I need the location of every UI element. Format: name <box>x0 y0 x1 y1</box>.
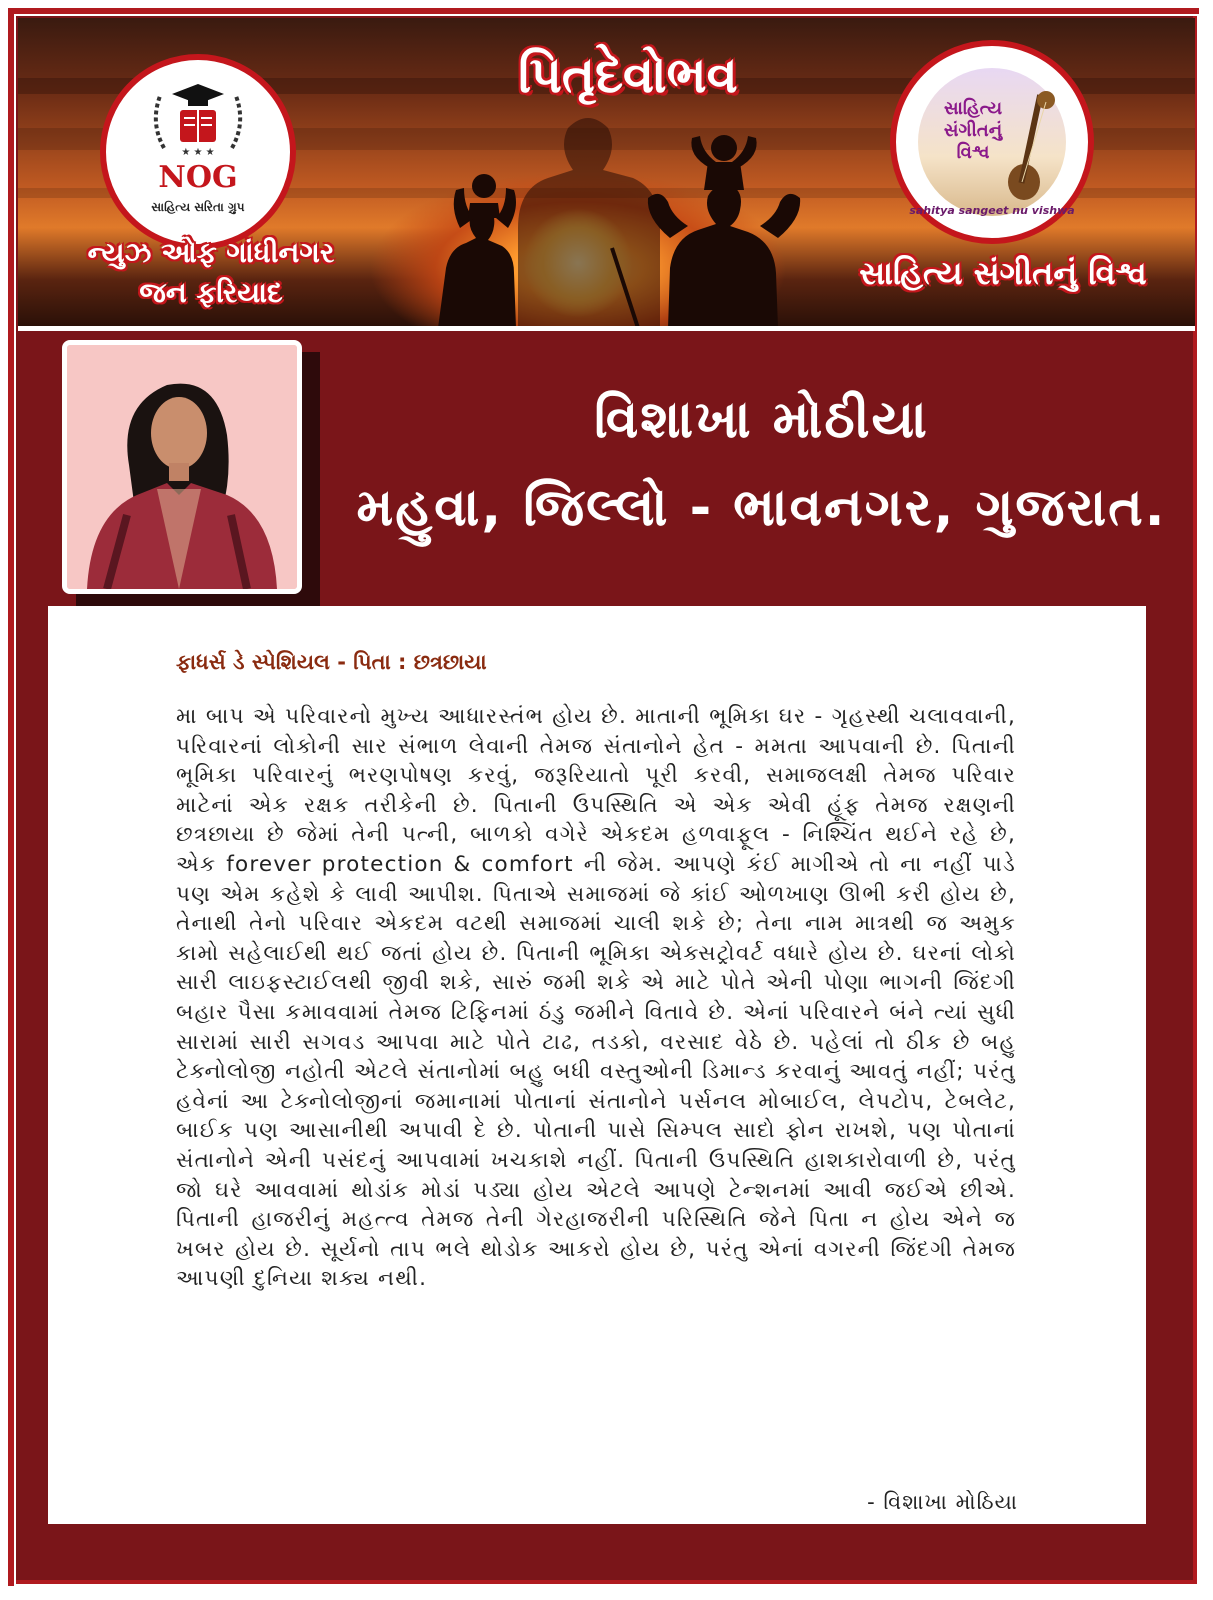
nog-brand: NOG <box>158 160 238 195</box>
ssv-logo <box>890 40 1094 244</box>
ssv-ring-text: sahitya sangeet nu vishwa <box>909 204 1075 217</box>
article-heading: ફાધર્સ ડે સ્પેશિયલ - પિતા : છત્રછાયા <box>176 650 487 674</box>
svg-text:★ ★ ★: ★ ★ ★ <box>181 147 215 158</box>
banner <box>18 18 1195 326</box>
article-signature: - વિશાખા મોઠિયા <box>867 1490 1018 1514</box>
nog-subtitle: સાહિત્ય સરિતા ગ્રુપ <box>151 200 245 214</box>
article <box>48 606 1146 1524</box>
banner-title: પિતૃદેવોભવ <box>518 46 738 104</box>
graduation-cap-book-wreath-icon <box>144 78 252 158</box>
right-caption: સાહિત્ય સંગીતનું વિશ્વ <box>859 254 1147 292</box>
divider <box>18 326 1195 331</box>
left-caption <box>26 233 396 313</box>
author-name: વિશાખા મોઠીયા <box>594 390 929 450</box>
father-child-silhouette <box>398 78 818 326</box>
nog-logo <box>100 54 296 250</box>
veena-icon <box>1002 86 1062 206</box>
ssv-logo-line: વિશ્વ <box>956 142 990 163</box>
author-portrait-icon <box>67 345 297 589</box>
left-caption-line2: જન ફરિયાદ <box>139 276 283 309</box>
left-caption-line1: ન્યુઝ ઓફ ગાંધીનગર <box>87 236 335 269</box>
author-photo <box>62 340 302 594</box>
article-body: મા બાપ એ પરિવારનો મુખ્ય આધારસ્તંભ હોય છે. માતાની ભૂમિકા ઘર - ગૃહસ્થી ચલાવવાની, પરિવારનાં લોકોની સાર સંભાળ લેવાની તેમજ સંતાનોને હેત - મમતા આપવાની છે. પિતાની ભૂમિકા પરિવારનું ભરણપોષણ કરવું, જરૂરિયાતો પૂરી કરવી, સમાજલક્ષી તેમજ પરિવાર માટેનાં એક રક્ષક તરીકેની છે. પિતાની ઉપસ્થિતિ એ એક એવી હૂંફ તેમજ રક્ષણની છત્રછાયા છે જેમાં તેની પત્ની, બાળકો વગેરે એકદમ હળવાફૂલ - નિશ્ચિંત થઈને રહે છે, એક forever protection & comfort ની જેમ. આપણે કંઈ માગીએ તો ના નહીં પાડે પણ એમ કહેશે કે લાવી આપીશ. પિતાએ સમાજમાં જે કાંઈ ઓળખાણ ઊભી કરી હોય છે, તેનાથી તેનો પરિવાર એકદમ વટથી સમાજમાં ચાલી શકે છે; તેના નામ માત્રથી જ અમુક કામો સહેલાઈથી થઈ જતાં હોય છે. પિતાની ભૂમિકા એક્સટ્રોવર્ટ વધારે હોય છે. ઘરનાં લોકો સારી લાઇફસ્ટાઈલથી જીવી શકે, સારું જમી શકે એ માટે પોતે એની પોણા ભાગની જિંદગી બહાર પૈસા કમાવવામાં તેમજ ટિફિનમાં ઠંડુ જમીને વિતાવે છે. એનાં પરિવારને બંને ત્યાં સુધી સારામાં સારી સગવડ આપવા માટે પોતે ટાઢ, તડકો, વરસાદ વેઠે છે. પહેલાં તો ઠીક છે બહુ ટેક્નોલોજી નહોતી એટલે સંતાનોમાં બહુ બધી વસ્તુઓની ડિમાન્ડ કરવાનું આવતું નહીં; પરંતુ હવેનાં આ ટેક્નોલોજીનાં જમાનામાં પોતાનાં સંતાનોને પર્સનલ મોબાઈલ, લેપટોપ, ટેબલેટ, બાઈક પણ આસાનીથી અપાવી દે છે. પોતાની પાસે સિમ્પલ સાદો ફોન રાખશે, પણ પોતાનાં સંતાનોને એની પસંદનું આપવામાં ખચકાશે નહીં. પિતાની ઉપસ્થિતિ હાશકારોવાળી છે, પરંતુ જો ઘરે આવવામાં થોડાંક મોડાં પડ્યા હોય એટલે આપણે ટેન્શનમાં આવી જઈએ છીએ. પિતાની હાજરીનું મહત્ત્વ તેમજ તેની ગેરહાજરીની પરિસ્થિતિ જેને પિતા ન હોય એને જ ખબર હોય છે. સૂર્યનો તાપ ભલે થોડોક આકરો હોય છે, પરંતુ એનાં વગરની જિંદગી તેમજ આપણી દુનિયા શક્ય નથી. <box>176 704 1016 1292</box>
author-panel <box>24 332 1189 612</box>
ssv-logo-line: સંગીતનું <box>943 120 1003 141</box>
author-place: મહુવા, જિલ્લો - ભાવનગર, ગુજરાત. <box>356 478 1167 538</box>
ssv-logo-line: સાહિત્ય <box>943 98 1003 119</box>
ssv-logo-inner <box>918 68 1066 216</box>
